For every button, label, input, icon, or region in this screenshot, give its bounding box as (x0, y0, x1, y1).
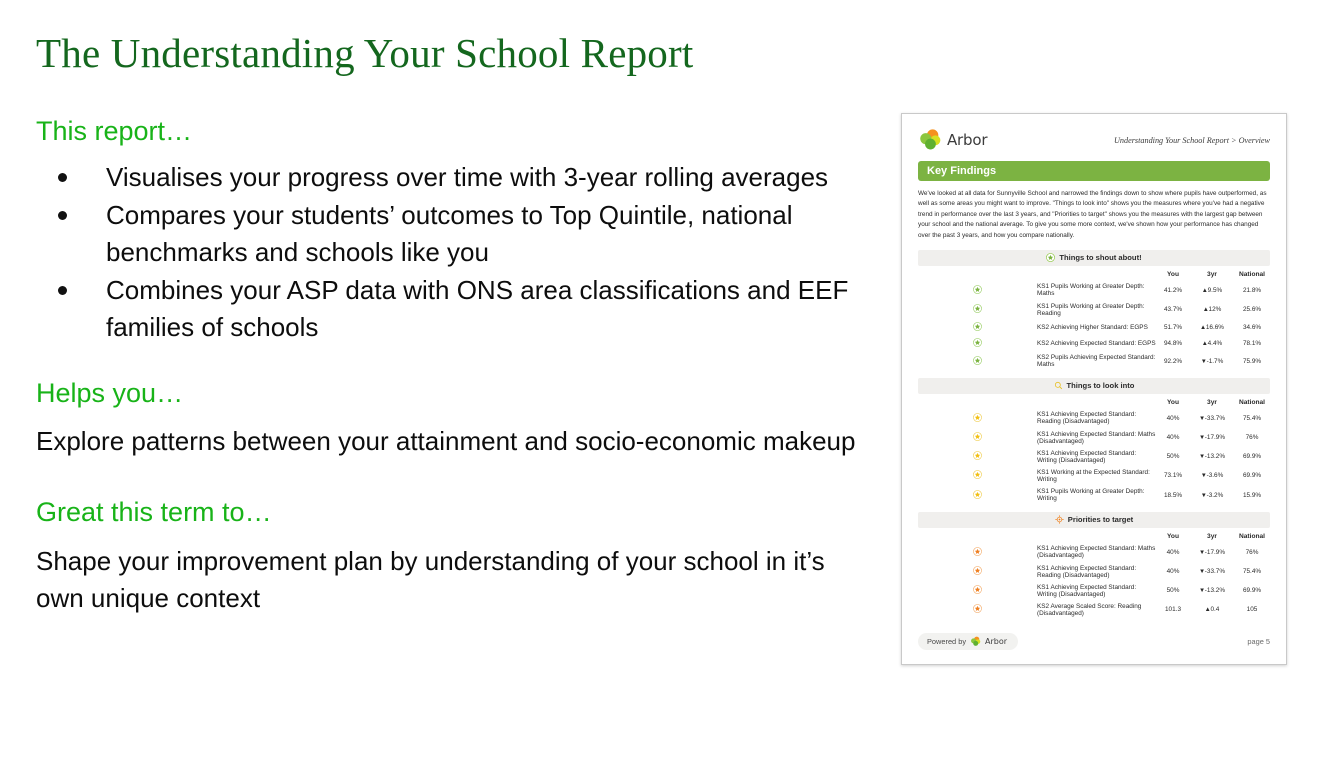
row-you-value: 40% (1166, 414, 1180, 422)
row-national-value: 69.9% (1242, 587, 1262, 595)
list-item (36, 159, 876, 196)
row-measure-label: KS1 Achieving Expected Standard: Reading (Disadvantaged) (1037, 411, 1137, 426)
page-number: page 5 (1247, 637, 1270, 646)
row-star-icon-cell (918, 543, 1037, 562)
row-measure-label: KS2 Achieving Higher Standard: EGPS (1037, 323, 1148, 331)
row-national-value: 69.9% (1242, 453, 1262, 461)
table-col-3yr: 3yr (1207, 398, 1217, 406)
row-you-value: 51.7% (1163, 323, 1183, 331)
breadcrumb: Understanding Your School Report > Overview (1114, 135, 1270, 145)
star-yellow-icon (973, 490, 982, 499)
row-star-icon-cell (918, 486, 1037, 505)
row-measure-label: KS1 Pupils Working at Greater Depth: Reading (1037, 302, 1145, 317)
table-body-look-into (918, 409, 1270, 505)
powered-by-badge (918, 633, 1018, 650)
section-bar-priorities-to-target[interactable] (918, 512, 1270, 528)
row-star-icon-cell (918, 562, 1037, 581)
table-col-measure (1037, 268, 1156, 281)
row-national-value: 69.9% (1242, 472, 1262, 480)
report-footer (918, 633, 1270, 650)
table-col-measure (1037, 396, 1156, 409)
list-item-label: Compares your students’ outcomes to Top Quintile, national benchmarks and schools like you (106, 200, 793, 268)
row-3yr-value: ▼-13.2% (1198, 587, 1226, 595)
star-orange-icon (973, 566, 982, 575)
table-row (918, 300, 1270, 319)
star-green-icon (973, 304, 982, 313)
table-row (918, 486, 1270, 505)
row-national-value: 76% (1245, 434, 1259, 442)
row-measure-label: KS2 Average Scaled Score: Reading (Disadvantaged) (1037, 602, 1142, 617)
row-you-value: 73.1% (1163, 472, 1183, 480)
row-star-icon-cell (918, 428, 1037, 447)
row-you-value: 40% (1166, 568, 1180, 576)
star-yellow-icon (973, 470, 982, 479)
table-row (918, 543, 1270, 562)
row-star-icon-cell (918, 335, 1037, 351)
row-star-icon-cell (918, 581, 1037, 600)
row-you-value: 40% (1166, 548, 1180, 556)
section-bar-look-into[interactable] (918, 378, 1270, 394)
star-yellow-icon (973, 432, 982, 441)
table-col-3yr: 3yr (1207, 532, 1217, 540)
row-measure-label: KS2 Pupils Achieving Expected Standard: Maths (1037, 354, 1156, 369)
row-3yr-value: ▲16.6% (1200, 323, 1224, 331)
row-star-icon-cell (918, 352, 1037, 371)
row-star-icon-cell (918, 319, 1037, 335)
row-national-value: 21.8% (1242, 286, 1262, 294)
row-3yr-value: ▲4.4% (1201, 340, 1223, 348)
row-national-value: 34.6% (1242, 323, 1262, 331)
row-national-value: 25.6% (1242, 306, 1262, 314)
report-preview-card[interactable] (901, 113, 1287, 665)
row-star-icon-cell (918, 447, 1037, 466)
row-you-value: 43.7% (1163, 306, 1183, 314)
table-col-measure (1037, 530, 1156, 543)
table-priorities-to-target (918, 530, 1270, 620)
star-green-icon (973, 356, 982, 365)
star-green-icon (973, 285, 982, 294)
arbor-flower-logo-icon (970, 636, 981, 647)
star-yellow-icon (973, 413, 982, 422)
row-national-value: 76% (1245, 548, 1259, 556)
row-you-value: 41.2% (1163, 286, 1183, 294)
table-header-row (918, 268, 1270, 281)
table-row (918, 409, 1270, 428)
section-bar-label: Things to look into (1066, 381, 1135, 391)
row-measure-label: KS1 Achieving Expected Standard: Writing (Disadvantaged) (1037, 449, 1137, 464)
table-row (918, 428, 1270, 447)
bullet-dot-icon (58, 286, 67, 295)
target-crosshair-orange-icon (1055, 515, 1064, 524)
key-findings-banner: Key Findings (918, 161, 1270, 181)
row-measure-label: KS1 Pupils Working at Greater Depth: Maths (1037, 283, 1145, 298)
section-bar-label: Things to shout about! (1059, 253, 1142, 263)
row-national-value: 75.9% (1242, 357, 1262, 365)
row-you-value: 18.5% (1163, 491, 1183, 499)
table-row (918, 466, 1270, 485)
table-row (918, 562, 1270, 581)
row-national-value: 78.1% (1242, 340, 1262, 348)
row-national-value: 105 (1246, 606, 1258, 614)
bullet-dot-icon (58, 211, 67, 220)
arbor-flower-logo-icon (918, 128, 942, 152)
table-col-icon (918, 396, 1037, 409)
arbor-logo (918, 128, 987, 152)
row-star-icon-cell (918, 600, 1037, 619)
section-heading-this-report: This report… (36, 116, 193, 146)
table-col-national: National (1238, 270, 1265, 278)
table-body-priorities (918, 543, 1270, 620)
table-row (918, 335, 1270, 351)
arbor-logo-wordmark: Arbor (947, 131, 988, 149)
row-star-icon-cell (918, 300, 1037, 319)
powered-by-label: Powered by (927, 637, 967, 646)
table-col-you: You (1167, 532, 1179, 540)
row-measure-label: KS1 Pupils Working at Greater Depth: Writing (1037, 488, 1145, 503)
star-green-icon (973, 322, 982, 331)
star-yellow-icon (973, 451, 982, 460)
section-heading-great-this-term: Great this term to… (36, 497, 272, 528)
star-orange-icon (973, 547, 982, 556)
table-header-row (918, 530, 1270, 543)
table-row (918, 352, 1270, 371)
row-national-value: 15.9% (1242, 491, 1262, 499)
row-3yr-value: ▲12% (1202, 306, 1222, 314)
row-you-value: 101.3 (1165, 606, 1181, 614)
row-you-value: 92.2% (1163, 357, 1183, 365)
table-row (918, 319, 1270, 335)
table-col-national: National (1238, 398, 1265, 406)
table-col-you: You (1167, 270, 1179, 278)
row-measure-label: KS1 Achieving Expected Standard: Maths (Disadvantaged) (1037, 430, 1156, 445)
row-you-value: 40% (1166, 434, 1180, 442)
row-measure-label: KS2 Achieving Expected Standard: EGPS (1037, 340, 1156, 348)
row-star-icon-cell (918, 281, 1037, 300)
section-heading-helps-you: Helps you… (36, 377, 184, 408)
report-intro-paragraph: We've looked at all data for Sunnyville School and narrowed the findings down to show where pupils have outperformed, as well as some areas you might want to improve. "Things to look into" shows you the measures where you've had a negative trend in performance over the last 3 years, and "Priorities to target" shows you the measures with the largest gap between your school and the national average. To give you some more context, we've shown how your performance has changed over the past 3 years, and how you compare nationally. (918, 190, 1267, 239)
section-bar-shout-about[interactable] (918, 250, 1270, 266)
row-3yr-value: ▼-1.7% (1200, 357, 1224, 365)
row-3yr-value: ▲0.4 (1204, 606, 1220, 614)
row-measure-label: KS1 Achieving Expected Standard: Maths (Disadvantaged) (1037, 545, 1156, 560)
row-3yr-value: ▼-17.9% (1198, 434, 1226, 442)
row-3yr-value: ▼-3.6% (1200, 472, 1224, 480)
table-col-icon (918, 530, 1037, 543)
row-3yr-value: ▼-13.2% (1198, 453, 1226, 461)
star-orange-icon (973, 604, 982, 613)
star-green-icon (973, 338, 982, 347)
row-national-value: 75.4% (1242, 568, 1262, 576)
report-header (918, 128, 1270, 152)
table-col-you: You (1167, 398, 1179, 406)
row-you-value: 50% (1166, 587, 1180, 595)
this-report-bullet-list (36, 159, 876, 346)
table-col-icon (918, 268, 1037, 281)
list-item-label: Visualises your progress over time with 3-year rolling averages (106, 162, 829, 193)
row-national-value: 75.4% (1242, 414, 1262, 422)
row-3yr-value: ▼-17.9% (1198, 548, 1226, 556)
table-body-shout-about (918, 281, 1270, 371)
list-item-label: Combines your ASP data with ONS area classifications and EEF families of schools (106, 275, 849, 343)
row-3yr-value: ▼-33.7% (1198, 568, 1226, 576)
row-you-value: 50% (1166, 453, 1180, 461)
table-col-3yr: 3yr (1207, 270, 1217, 278)
great-this-term-paragraph: Shape your improvement plan by understanding of your school in it’s own unique context (36, 545, 825, 613)
powered-by-wordmark: Arbor (985, 637, 1008, 646)
star-circle-green-icon (1046, 253, 1055, 262)
list-item (36, 197, 876, 271)
table-row (918, 600, 1270, 619)
page-title: The Understanding Your School Report (36, 30, 694, 76)
table-row (918, 281, 1270, 300)
row-3yr-value: ▲9.5% (1201, 286, 1223, 294)
row-measure-label: KS1 Achieving Expected Standard: Writing (Disadvantaged) (1037, 583, 1137, 598)
row-measure-label: KS1 Working at the Expected Standard: Writing (1037, 468, 1150, 483)
row-star-icon-cell (918, 409, 1037, 428)
table-col-national: National (1238, 532, 1265, 540)
slide-body (36, 115, 876, 616)
row-star-icon-cell (918, 466, 1037, 485)
list-item (36, 272, 876, 346)
row-3yr-value: ▼-3.2% (1200, 491, 1224, 499)
helps-you-paragraph: Explore patterns between your attainment and socio-economic makeup (36, 426, 856, 457)
star-orange-icon (973, 585, 982, 594)
row-3yr-value: ▼-33.7% (1198, 414, 1226, 422)
row-you-value: 94.8% (1163, 340, 1183, 348)
magnifier-yellow-icon (1054, 381, 1063, 390)
row-measure-label: KS1 Achieving Expected Standard: Reading (Disadvantaged) (1037, 564, 1137, 579)
table-header-row (918, 396, 1270, 409)
table-row (918, 447, 1270, 466)
bullet-dot-icon (58, 173, 67, 182)
table-shout-about (918, 268, 1270, 371)
table-row (918, 581, 1270, 600)
section-bar-label: Priorities to target (1067, 515, 1134, 525)
table-look-into (918, 396, 1270, 505)
